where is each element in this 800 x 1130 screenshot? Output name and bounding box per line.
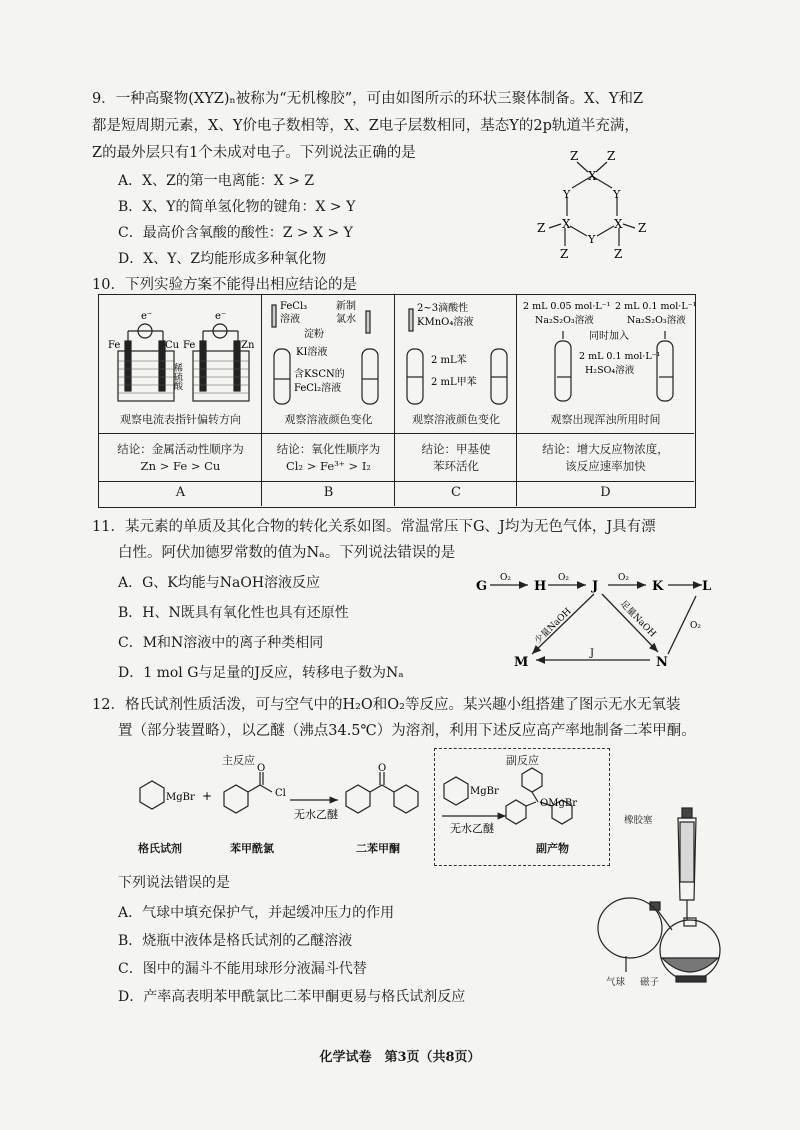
- reaction-scheme: [120, 763, 620, 836]
- q9-stem-line1: 9．一种高聚物(XYZ)ₙ被称为“无机橡胶”，可由如图所示的环状三聚体制备。X、Y和Z: [92, 91, 644, 107]
- q11-option-c: C．M和N溶液中的离子种类相同: [118, 635, 324, 651]
- label-stir-bar: 磁子: [640, 977, 660, 988]
- exp-b-l3: 新制: [336, 301, 356, 312]
- ring-y-1: Y: [563, 188, 571, 201]
- arrow-o2-4: O₂: [690, 621, 701, 631]
- exp-c-l4: 2 mL甲苯: [431, 377, 477, 388]
- q11-option-b: B．H、N既具有氧化性也具有还原性: [118, 605, 349, 621]
- scheme-solvent-2: 无水乙醚: [450, 822, 494, 835]
- q12-apparatus: [590, 800, 730, 990]
- exp-a-fe1: Fe: [108, 340, 121, 351]
- q12-stem-line1: 12．格氏试剂性质活泼，可与空气中的H₂O和O₂等反应。某兴趣小组搭建了图示无水无氧装: [92, 697, 681, 713]
- exp-b-letter: B: [323, 485, 334, 500]
- exp-b-l1: FeCl₃: [280, 301, 308, 312]
- exp-c-letter: C: [451, 485, 461, 500]
- exp-a-e1: e⁻: [141, 311, 153, 322]
- exp-c-l2: KMnO₄溶液: [417, 317, 474, 328]
- scheme-solvent-1: 无水乙醚: [294, 808, 338, 821]
- exp-b-conclusion-1: 结论：氧化性顺序为: [276, 442, 381, 456]
- ring-x-left: X: [562, 217, 571, 231]
- exp-d-conclusion-1: 结论：增大反应物浓度，: [542, 442, 669, 456]
- ring-z-6: Z: [614, 247, 623, 261]
- q12-option-a: A．气球中填充保护气，并起缓冲压力的作用: [118, 905, 395, 921]
- q9-ring-structure: [525, 148, 665, 268]
- name-side-product: 副产物: [536, 842, 569, 855]
- exp-a-apparatus: [103, 301, 258, 409]
- ring-z-4: Z: [638, 221, 647, 235]
- scheme-o-2: O: [378, 763, 387, 774]
- scheme-omgbr: OMgBr: [540, 798, 577, 809]
- exp-b-l6: KI溶液: [296, 347, 328, 358]
- ring-z-3: Z: [537, 221, 546, 235]
- name-benzoyl-chloride: 苯甲酰氯: [230, 842, 274, 855]
- exp-d-apparatus: [519, 297, 695, 409]
- node-k: K: [652, 579, 664, 594]
- q12-option-d: D．产率高表明苯甲酰氯比二苯甲酮更易与格氏试剂反应: [118, 989, 466, 1005]
- exp-a-zn: Zn: [241, 340, 255, 351]
- arrow-excess-naoh: 足量NaOH: [617, 599, 658, 640]
- exp-a-acid: 稀硫酸: [172, 363, 182, 390]
- exp-d-l2: Na₂S₂O₃溶液: [535, 315, 594, 326]
- exp-c-conclusion-1: 结论：甲基使: [421, 442, 491, 456]
- arrow-little-naoh: 少量NaOH: [533, 606, 574, 647]
- exp-b-conclusion-2: Cl₂ > Fe³⁺ > I₂: [286, 459, 371, 473]
- node-l: L: [702, 579, 712, 594]
- scheme-cl: Cl: [275, 788, 286, 799]
- q9-option-b: B．X、Y的简单氢化物的键角：X > Y: [118, 199, 356, 215]
- page-footer: 化学试卷 第3页（共8页）: [319, 1050, 481, 1065]
- name-benzophenone: 二苯甲酮: [356, 842, 400, 855]
- q11-stem-line1: 11．某元素的单质及其化合物的转化关系如图。常温常压下G、J均为无色气体，J具有漂: [92, 519, 656, 535]
- exp-a-observation: 观察电流表指针偏转方向: [120, 413, 241, 426]
- exp-d-l1: 2 mL 0.05 mol·L⁻¹: [523, 301, 611, 312]
- exp-d-l4: Na₂S₂O₃溶液: [627, 315, 686, 326]
- exp-c-apparatus: [399, 299, 515, 409]
- q11-stem-line2: 白性。阿伏加德罗常数的值为Nₐ。下列说法错误的是: [118, 545, 456, 561]
- exp-d-l6: 2 mL 0.1 mol·L⁻¹: [579, 351, 661, 362]
- label-rubber-stopper: 橡胶塞: [624, 815, 653, 826]
- node-g: G: [476, 579, 488, 594]
- ring-x-right: X: [614, 217, 623, 231]
- exp-a-conclusion-2: Zn > Fe > Cu: [140, 459, 221, 473]
- arrow-o2-2: O₂: [558, 573, 569, 583]
- q10-table: [98, 294, 696, 508]
- exp-a-letter: A: [175, 485, 186, 500]
- node-h: H: [534, 579, 547, 594]
- ring-z-2: Z: [607, 149, 616, 163]
- exp-b-l8: FeCl₂溶液: [294, 383, 342, 394]
- q12-stem-line2: 置（部分装置略），以乙醚（沸点34.5℃）为溶剂，利用下述反应高产率地制备二苯甲酮。: [118, 723, 696, 739]
- side-reaction-label: 副反应: [506, 754, 539, 767]
- q9-option-c: C．最高价含氧酸的酸性：Z > X > Y: [118, 225, 353, 241]
- node-j: J: [592, 579, 599, 594]
- exp-d-l5: 同时加入: [589, 331, 629, 342]
- main-reaction-label: 主反应: [222, 754, 255, 767]
- exp-d-l3: 2 mL 0.1 mol·L⁻¹: [615, 301, 697, 312]
- q10-stem: 10．下列实验方案不能得出相应结论的是: [92, 277, 357, 293]
- q11-option-a: A．G、K均能与NaOH溶液反应: [118, 575, 321, 591]
- q12-option-b: B．烧瓶中液体是格氏试剂的乙醚溶液: [118, 933, 353, 949]
- exp-a-cu: Cu: [165, 340, 180, 351]
- ring-x-top: X: [588, 169, 597, 183]
- arrow-o2-3: O₂: [618, 573, 629, 583]
- scheme-mgbr-1: MgBr: [166, 792, 195, 803]
- name-grignard: 格氏试剂: [138, 842, 182, 855]
- q9-option-d: D．X、Y、Z均能形成多种氧化物: [118, 251, 327, 267]
- exp-a-e2: e⁻: [215, 311, 227, 322]
- q9-option-a: A．X、Z的第一电离能：X > Z: [118, 173, 315, 189]
- exp-c-conclusion-2: 苯环活化: [433, 459, 479, 473]
- q12-question: 下列说法错误的是: [118, 875, 230, 891]
- exp-d-l7: H₂SO₄溶液: [585, 365, 635, 376]
- node-m: M: [514, 655, 529, 670]
- exp-b-l7: 含KSCN的: [294, 369, 345, 380]
- q12-option-c: C．图中的漏斗不能用球形分液漏斗代替: [118, 961, 367, 977]
- ring-y-3: Y: [588, 233, 596, 246]
- q9-stem-line2: 都是短周期元素，X、Y价电子数相等，X、Z电子层数相同，基态Y的2p轨道半充满，: [92, 118, 639, 134]
- exp-c-l3: 2 mL苯: [431, 355, 467, 366]
- scheme-mgbr-2: MgBr: [470, 786, 499, 797]
- exp-c-l1: 2~3滴酸性: [417, 303, 469, 314]
- scheme-o-1: O: [257, 763, 266, 774]
- exp-a-fe2: Fe: [183, 340, 196, 351]
- exp-b-apparatus: [266, 299, 392, 409]
- exp-c-observation: 观察溶液颜色变化: [412, 413, 500, 426]
- arrow-o2-1: O₂: [500, 573, 511, 583]
- scheme-plus: +: [202, 789, 213, 803]
- q11-transformation-diagram: [470, 570, 710, 670]
- label-balloon: 气球: [606, 977, 626, 988]
- q9-stem-line3: Z的最外层只有1个未成对电子。下列说法正确的是: [92, 145, 416, 161]
- exp-b-l2: 溶液: [280, 314, 300, 325]
- exp-b-observation: 观察溶液颜色变化: [284, 413, 373, 426]
- arrow-j-label: J: [590, 648, 595, 659]
- exp-d-conclusion-2: 该反应速率加快: [565, 459, 646, 473]
- ring-y-2: Y: [613, 188, 621, 201]
- exp-b-l4: 氯水: [336, 314, 356, 325]
- exp-d-observation: 观察出现浑浊所用时间: [550, 413, 661, 426]
- exp-d-letter: D: [600, 485, 611, 500]
- exp-a-conclusion-1: 结论：金属活动性顺序为: [117, 442, 244, 456]
- q11-option-d: D．1 mol G与足量的J反应，转移电子数为Nₐ: [118, 665, 404, 681]
- exp-b-l5: 淀粉: [304, 329, 324, 340]
- ring-z-5: Z: [560, 247, 569, 261]
- ring-z-1: Z: [570, 149, 579, 163]
- node-n: N: [656, 655, 668, 670]
